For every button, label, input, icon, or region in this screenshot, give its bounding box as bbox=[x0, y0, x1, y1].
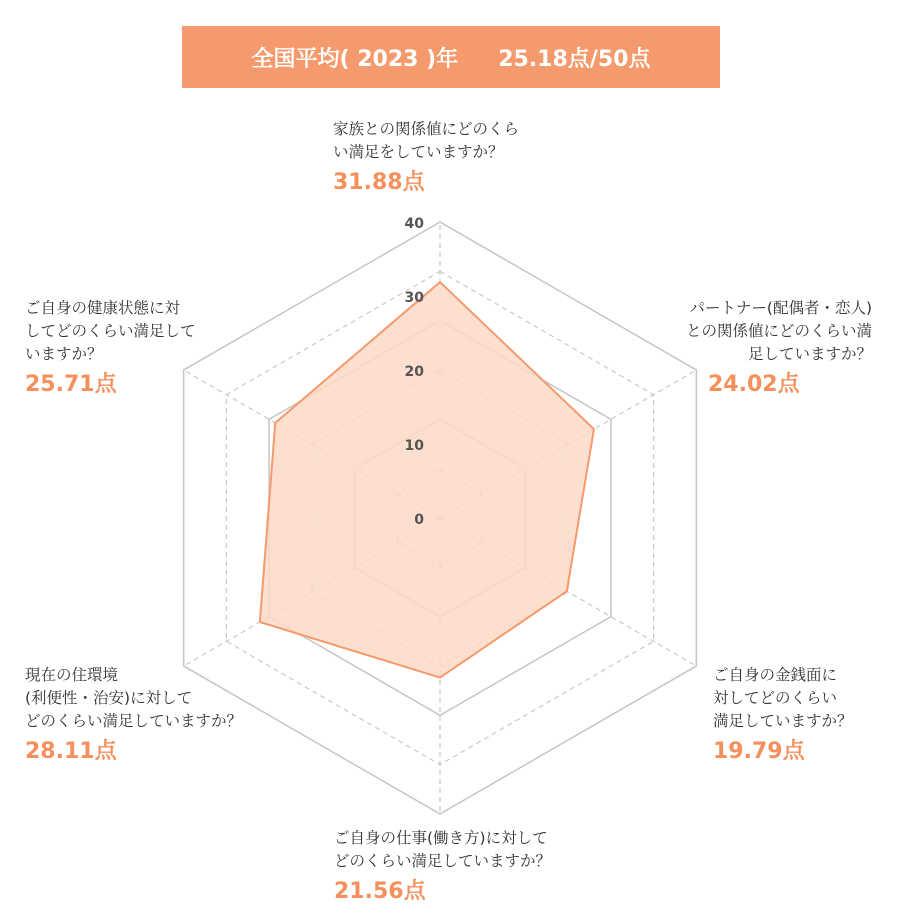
axis-label-money bbox=[713, 664, 853, 767]
axis-label-health bbox=[25, 297, 196, 400]
tick-label: 20 bbox=[404, 364, 424, 380]
axis-score-family: 31.88点 bbox=[333, 170, 425, 195]
radar-area-group bbox=[260, 282, 594, 677]
tick-label: 40 bbox=[404, 216, 424, 232]
axis-question-money: ご自身の金銭面に 対してどのくらい 満足していますか？ bbox=[713, 666, 853, 730]
axis-score-money: 19.79点 bbox=[713, 739, 805, 764]
axis-question-work: ご自身の仕事(働き方)に対して どのくらい満足していますか？ bbox=[334, 829, 552, 870]
tick-label: 10 bbox=[404, 438, 424, 454]
axis-question-family: 家族との関係値にどのくら い満足をしていますか？ bbox=[333, 120, 520, 161]
banner-title: 全国平均( 2023 )年 bbox=[251, 46, 459, 72]
tick-label: 30 bbox=[404, 290, 424, 306]
axis-question-health: ご自身の健康状態に対 してどのくらい満足して いますか？ bbox=[25, 299, 196, 363]
axis-score-work: 21.56点 bbox=[334, 879, 426, 904]
banner-score: 25.18点/50点 bbox=[498, 46, 651, 72]
axis-label-family bbox=[333, 118, 519, 198]
axis-label-partner bbox=[660, 297, 872, 400]
series-area bbox=[260, 282, 594, 677]
axis-score-living: 28.11点 bbox=[25, 739, 117, 764]
axis-label-work bbox=[334, 827, 551, 907]
axis-question-living: 現在の住環境 (利便性・治安)に対して どのくらい満足していますか？ bbox=[25, 666, 243, 730]
axis-score-partner: 24.02点 bbox=[708, 372, 800, 397]
axis-score-health: 25.71点 bbox=[25, 372, 117, 397]
axis-label-living bbox=[25, 664, 242, 767]
tick-label: 0 bbox=[414, 512, 424, 528]
axis-question-partner: パートナー(配偶者・恋人) との関係値にどのくらい満 足していますか？ bbox=[685, 299, 872, 363]
